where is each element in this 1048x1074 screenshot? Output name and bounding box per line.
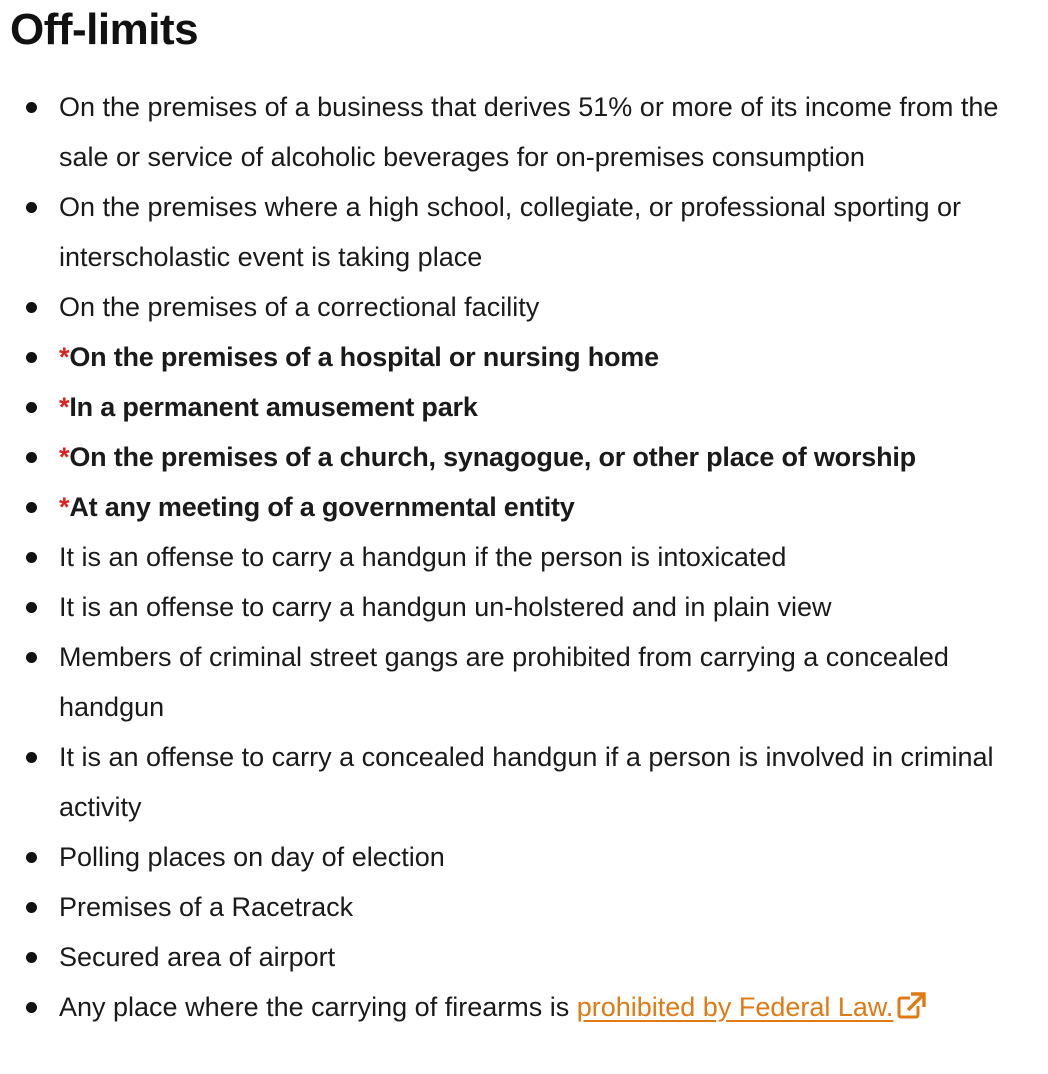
list-item: [0, 282, 1048, 332]
list-item: [0, 732, 1048, 832]
list-item-text: On the premises of a business that derives 51% or more of its income from the sale or service of alcoholic beverages for on-premises consumption: [59, 92, 999, 172]
bullet-icon: [26, 652, 37, 663]
bullet-icon: [26, 102, 37, 113]
list-item: [0, 82, 1048, 182]
bullet-icon: [26, 602, 37, 613]
list-item-text: It is an offense to carry a handgun if the person is intoxicated: [59, 542, 787, 572]
bullet-icon: [26, 402, 37, 413]
asterisk-marker: *: [59, 342, 70, 372]
list-item-text: Any place where the carrying of firearms is: [59, 992, 577, 1022]
list-item-text: At any meeting of a governmental entity: [69, 492, 575, 522]
list-item-text: It is an offense to carry a concealed handgun if a person is involved in criminal activity: [59, 742, 994, 822]
list-item: [0, 832, 1048, 882]
bullet-icon: [26, 352, 37, 363]
asterisk-marker: *: [59, 392, 70, 422]
list-item-text: Members of criminal street gangs are prohibited from carrying a concealed handgun: [59, 642, 949, 722]
list-item-text: Premises of a Racetrack: [59, 892, 354, 922]
list-item: [0, 482, 1048, 532]
external-link-icon: [897, 985, 927, 1035]
bullet-icon: [26, 552, 37, 563]
list-item-text: On the premises of a church, synagogue, or other place of worship: [69, 442, 916, 472]
asterisk-marker: *: [59, 442, 70, 472]
federal-law-link[interactable]: [577, 992, 928, 1022]
bullet-icon: [26, 452, 37, 463]
list-item: [0, 332, 1048, 382]
list-item-text: Polling places on day of election: [59, 842, 445, 872]
list-item: [0, 182, 1048, 282]
list-item: [0, 432, 1048, 482]
off-limits-list: [0, 82, 1048, 1035]
asterisk-marker: *: [59, 492, 70, 522]
list-item: [0, 382, 1048, 432]
list-item-text: On the premises of a hospital or nursing home: [69, 342, 659, 372]
list-item: [0, 632, 1048, 732]
list-item: [0, 882, 1048, 932]
bullet-icon: [26, 1002, 37, 1013]
list-item: [0, 982, 1048, 1035]
list-item: [0, 532, 1048, 582]
list-item-text: In a permanent amusement park: [69, 392, 478, 422]
list-item: [0, 932, 1048, 982]
bullet-icon: [26, 302, 37, 313]
bullet-icon: [26, 852, 37, 863]
list-item-text: On the premises where a high school, collegiate, or professional sporting or interscholastic event is taking place: [59, 192, 961, 272]
bullet-icon: [26, 902, 37, 913]
list-item-text: It is an offense to carry a handgun un-holstered and in plain view: [59, 592, 832, 622]
bullet-icon: [26, 502, 37, 513]
list-item: [0, 582, 1048, 632]
list-item-text: On the premises of a correctional facility: [59, 292, 540, 322]
bullet-icon: [26, 752, 37, 763]
page-title: Off-limits: [10, 5, 199, 54]
bullet-icon: [26, 952, 37, 963]
list-item-text: Secured area of airport: [59, 942, 336, 972]
federal-law-link-text: prohibited by Federal Law.: [576, 992, 894, 1022]
bullet-icon: [26, 202, 37, 213]
